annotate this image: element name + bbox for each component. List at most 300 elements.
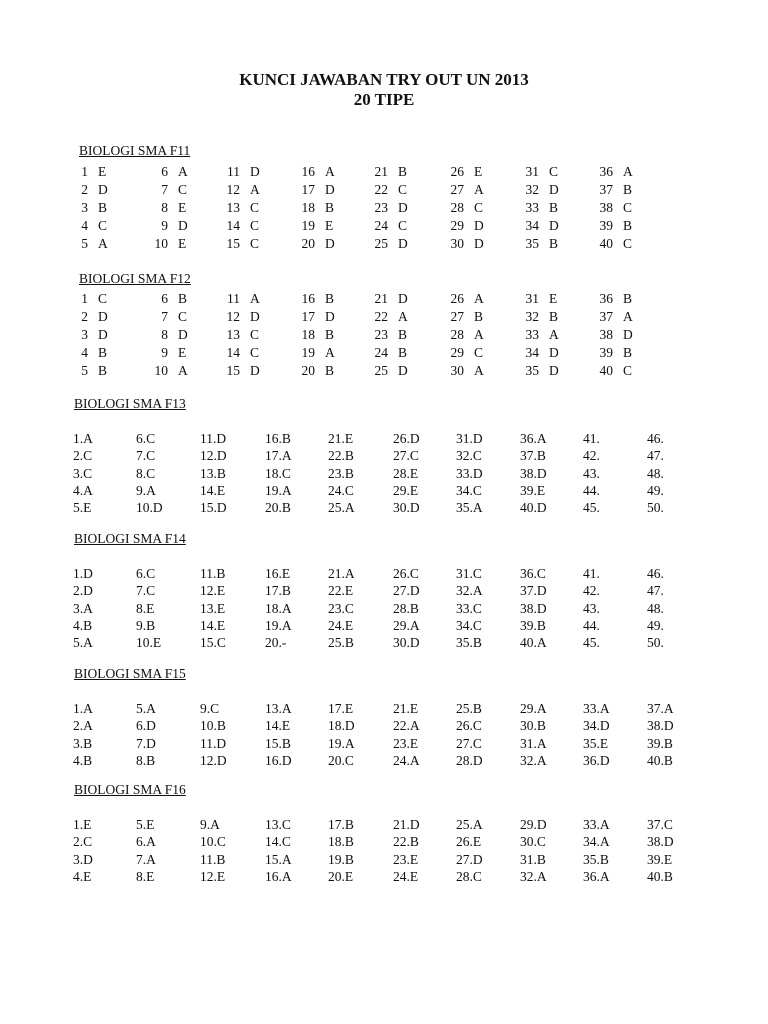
answer-letter: D: [325, 236, 335, 251]
answer-letter: C: [398, 182, 408, 197]
answer-item: 8.E: [136, 868, 155, 884]
answer-item: 24.A: [393, 752, 420, 768]
answer-item: 2.C: [73, 448, 93, 464]
answer-item: 42.: [583, 583, 600, 599]
question-number: 35: [525, 236, 539, 251]
answer-item: 9.A: [136, 482, 156, 498]
question-number: 24: [374, 218, 388, 233]
answer-item: 42.: [583, 448, 600, 464]
question-number: 27: [450, 182, 464, 197]
answer-item: 4.B: [73, 752, 93, 768]
answer-item: 46.: [647, 431, 664, 446]
answer-item: 41.: [583, 431, 600, 446]
question-number: 23: [374, 200, 388, 215]
answer-item: 6.A: [136, 834, 156, 850]
answer-item: 22.B: [393, 834, 419, 850]
answer-item: 8.E: [136, 600, 155, 616]
answer-item: 15.D: [200, 500, 227, 516]
answer-item: 32.C: [456, 448, 482, 464]
answer-letter: E: [325, 218, 334, 233]
question-number: 25: [374, 236, 388, 251]
answer-item: 31.A: [520, 735, 547, 751]
answer-letter: E: [549, 291, 558, 306]
answer-letter: D: [549, 218, 559, 233]
answer-item: 34.C: [456, 617, 482, 633]
question-number: 13: [226, 327, 240, 342]
answer-letter: A: [474, 182, 484, 197]
question-number: 37: [599, 182, 613, 197]
answer-item: 30.D: [393, 635, 420, 651]
question-number: 2: [81, 182, 88, 197]
answer-letter: E: [98, 164, 107, 179]
answer-item: 38.D: [647, 834, 674, 850]
answer-item: 24.E: [328, 617, 354, 633]
answer-letter: C: [623, 236, 633, 251]
answer-item: 41.: [583, 566, 600, 581]
answer-item: 1.D: [73, 566, 93, 581]
question-number: 26: [450, 164, 464, 179]
question-number: 20: [301, 363, 315, 378]
answer-letter: C: [178, 182, 188, 197]
question-number: 33: [525, 327, 539, 342]
answer-item: 23.E: [393, 851, 419, 867]
question-number: 37: [599, 309, 613, 324]
answer-letter: C: [474, 200, 484, 215]
answer-letter: D: [325, 309, 335, 324]
question-number: 2: [81, 309, 88, 324]
answer-item: 39.B: [647, 735, 673, 751]
answer-letter: B: [178, 291, 188, 306]
answer-item: 36.A: [583, 868, 610, 884]
answer-item: 3.D: [73, 851, 93, 867]
answer-item: 36.D: [583, 752, 610, 768]
question-number: 4: [81, 218, 88, 233]
answer-item: 6.C: [136, 566, 156, 581]
answer-letter: D: [398, 200, 408, 215]
answer-item: 14.E: [265, 718, 291, 734]
answer-item: 16.D: [265, 752, 292, 768]
answer-letter: B: [549, 236, 559, 251]
answer-letter: C: [623, 363, 633, 378]
answer-item: 14.E: [200, 617, 226, 633]
answer-item: 33.D: [456, 465, 483, 481]
question-number: 10: [154, 363, 168, 378]
answer-item: 35.B: [456, 635, 482, 651]
answer-item: 7.C: [136, 583, 156, 599]
answer-item: 19.A: [265, 482, 292, 498]
question-number: 36: [599, 164, 613, 179]
answer-item: 24.E: [393, 868, 419, 884]
question-number: 18: [301, 200, 315, 215]
answer-letter: D: [98, 182, 108, 197]
answer-item: 30.D: [393, 500, 420, 516]
question-number: 23: [374, 327, 388, 342]
question-number: 19: [301, 218, 315, 233]
answer-letter: D: [623, 327, 633, 342]
question-number: 40: [599, 363, 613, 378]
question-number: 21: [374, 291, 388, 306]
answer-item: 18.B: [328, 834, 354, 850]
answer-item: 10.E: [136, 635, 162, 651]
answer-item: 16.A: [265, 868, 292, 884]
answer-letter: D: [250, 363, 260, 378]
question-number: 36: [599, 291, 613, 306]
answer-item: 16.E: [265, 566, 291, 581]
answer-item: 1.A: [73, 701, 93, 716]
answer-letter: B: [474, 309, 484, 324]
section-title: BIOLOGI SMA F14: [74, 531, 186, 546]
answer-item: 9.A: [200, 817, 220, 832]
answer-letter: A: [98, 236, 108, 251]
answer-item: 26.C: [456, 718, 482, 734]
question-number: 14: [226, 218, 240, 233]
answer-item: 35.B: [583, 851, 609, 867]
answer-item: 7.C: [136, 448, 156, 464]
question-number: 15: [226, 363, 240, 378]
question-number: 24: [374, 345, 388, 360]
answer-item: 4.E: [73, 868, 92, 884]
answer-item: 12.D: [200, 752, 227, 768]
answer-letter: A: [549, 327, 559, 342]
answer-item: 2.C: [73, 834, 93, 850]
answer-item: 40.B: [647, 752, 673, 768]
question-number: 8: [161, 327, 168, 342]
question-number: 11: [227, 164, 240, 179]
answer-item: 22.E: [328, 583, 354, 599]
question-number: 38: [599, 200, 613, 215]
answer-item: 45.: [583, 500, 600, 516]
answer-letter: D: [250, 164, 260, 179]
answer-item: 40.B: [647, 868, 673, 884]
answer-letter: E: [178, 200, 187, 215]
answer-item: 6.C: [136, 431, 156, 446]
answer-item: 40.D: [520, 500, 547, 516]
question-number: 38: [599, 327, 613, 342]
answer-letter: B: [325, 327, 335, 342]
answer-letter: A: [178, 363, 188, 378]
question-number: 39: [599, 345, 613, 360]
question-number: 29: [450, 218, 464, 233]
question-number: 30: [450, 236, 464, 251]
answer-item: 36.C: [520, 566, 546, 581]
answer-item: 18.D: [328, 718, 355, 734]
answer-item: 21.E: [328, 431, 354, 446]
question-number: 12: [226, 309, 240, 324]
answer-item: 13.A: [265, 701, 292, 716]
answer-letter: A: [325, 164, 335, 179]
question-number: 31: [525, 291, 539, 306]
answer-letter: E: [474, 164, 483, 179]
answer-item: 9.B: [136, 617, 156, 633]
document-title: KUNCI JAWABAN TRY OUT UN 2013: [239, 70, 529, 89]
answer-letter: B: [325, 291, 335, 306]
answer-item: 13.C: [265, 817, 291, 832]
answer-letter: A: [474, 327, 484, 342]
answer-item: 34.A: [583, 834, 610, 850]
question-number: 35: [525, 363, 539, 378]
question-number: 9: [161, 218, 168, 233]
answer-item: 38.D: [520, 600, 547, 616]
answer-item: 1.A: [73, 431, 93, 446]
answer-item: 13.E: [200, 600, 226, 616]
answer-item: 28.C: [456, 868, 482, 884]
question-number: 22: [374, 182, 388, 197]
answer-item: 27.C: [456, 735, 482, 751]
answer-item: 6.D: [136, 718, 156, 734]
answer-item: 26.E: [456, 834, 482, 850]
question-number: 30: [450, 363, 464, 378]
answer-letter: D: [98, 309, 108, 324]
answer-letter: B: [549, 309, 559, 324]
question-number: 17: [301, 182, 315, 197]
answer-letter: A: [623, 164, 633, 179]
answer-item: 37.D: [520, 583, 547, 599]
answer-letter: D: [98, 327, 108, 342]
answer-letter: C: [98, 218, 108, 233]
answer-item: 47.: [647, 448, 664, 464]
answer-item: 14.E: [200, 482, 226, 498]
answer-item: 5.E: [136, 817, 155, 832]
answer-letter: B: [98, 363, 108, 378]
answer-item: 5.E: [73, 500, 92, 516]
answer-item: 3.A: [73, 600, 93, 616]
section-title: BIOLOGI SMA F12: [79, 271, 191, 286]
answer-item: 31.D: [456, 431, 483, 446]
answer-item: 21.D: [393, 817, 420, 832]
answer-item: 8.C: [136, 465, 156, 481]
answer-letter: B: [325, 200, 335, 215]
question-number: 21: [374, 164, 388, 179]
answer-letter: D: [549, 363, 559, 378]
answer-item: 28.E: [393, 465, 419, 481]
answer-letter: A: [178, 164, 188, 179]
question-number: 4: [81, 345, 88, 360]
answer-item: 5.A: [73, 635, 93, 651]
answer-letter: D: [474, 236, 484, 251]
answer-item: 9.C: [200, 701, 220, 716]
answer-item: 5.A: [136, 701, 156, 716]
answer-item: 49.: [647, 482, 664, 498]
answer-letter: D: [325, 182, 335, 197]
answer-item: 15.C: [200, 635, 226, 651]
answer-item: 4.A: [73, 482, 93, 498]
answer-item: 25.A: [328, 500, 355, 516]
answer-letter: C: [250, 236, 260, 251]
question-number: 28: [450, 327, 464, 342]
answer-item: 35.E: [583, 735, 609, 751]
answer-item: 29.A: [393, 617, 420, 633]
answer-item: 20.C: [328, 752, 354, 768]
answer-item: 22.A: [393, 718, 420, 734]
question-number: 7: [161, 309, 168, 324]
answer-letter: D: [549, 182, 559, 197]
answer-letter: B: [398, 345, 408, 360]
question-number: 15: [226, 236, 240, 251]
answer-letter: A: [250, 182, 260, 197]
answer-letter: B: [623, 218, 633, 233]
answer-letter: C: [474, 345, 484, 360]
answer-letter: C: [398, 218, 408, 233]
answer-item: 21.E: [393, 701, 419, 716]
question-number: 16: [301, 164, 315, 179]
answer-letter: D: [398, 236, 408, 251]
question-number: 6: [161, 164, 168, 179]
answer-letter: A: [623, 309, 633, 324]
answer-letter: D: [398, 363, 408, 378]
answer-item: 27.C: [393, 448, 419, 464]
answer-item: 43.: [583, 600, 600, 616]
answer-item: 10.C: [200, 834, 226, 850]
answer-item: 29.E: [393, 482, 419, 498]
question-number: 32: [525, 309, 539, 324]
answer-letter: C: [98, 291, 108, 306]
answer-item: 39.B: [520, 617, 546, 633]
answer-item: 47.: [647, 583, 664, 599]
answer-item: 39.E: [647, 851, 673, 867]
question-number: 25: [374, 363, 388, 378]
answer-item: 17.E: [328, 701, 354, 716]
answer-letter: D: [178, 327, 188, 342]
answer-item: 15.A: [265, 851, 292, 867]
question-number: 14: [226, 345, 240, 360]
answer-item: 29.D: [520, 817, 547, 832]
answer-item: 21.A: [328, 566, 355, 581]
question-number: 34: [525, 218, 539, 233]
answer-item: 24.C: [328, 482, 354, 498]
answer-letter: C: [250, 200, 260, 215]
answer-item: 11.D: [200, 735, 227, 751]
answer-letter: B: [98, 200, 108, 215]
answer-letter: D: [250, 309, 260, 324]
answer-item: 31.C: [456, 566, 482, 581]
question-number: 13: [226, 200, 240, 215]
question-number: 33: [525, 200, 539, 215]
question-number: 17: [301, 309, 315, 324]
answer-item: 38.D: [647, 718, 674, 734]
answer-item: 49.: [647, 617, 664, 633]
answer-item: 10.D: [136, 500, 163, 516]
answer-item: 8.B: [136, 752, 156, 768]
question-number: 32: [525, 182, 539, 197]
answer-letter: C: [250, 327, 260, 342]
answer-item: 46.: [647, 566, 664, 581]
question-number: 5: [81, 363, 88, 378]
section-title: BIOLOGI SMA F16: [74, 782, 186, 797]
answer-item: 19.A: [265, 617, 292, 633]
answer-item: 14.C: [265, 834, 291, 850]
answer-item: 19.B: [328, 851, 354, 867]
answer-letter: D: [178, 218, 188, 233]
answer-item: 32.A: [520, 868, 547, 884]
answer-item: 23.B: [328, 465, 354, 481]
answer-item: 38.D: [520, 465, 547, 481]
question-number: 1: [81, 164, 88, 179]
answer-item: 17.A: [265, 448, 292, 464]
answer-item: 18.A: [265, 600, 292, 616]
answer-item: 3.C: [73, 465, 93, 481]
answer-item: 25.B: [328, 635, 354, 651]
question-number: 8: [161, 200, 168, 215]
answer-letter: D: [549, 345, 559, 360]
question-number: 11: [227, 291, 240, 306]
answer-item: 20.-: [265, 635, 287, 651]
answer-item: 17.B: [328, 817, 354, 832]
question-number: 40: [599, 236, 613, 251]
answer-item: 18.C: [265, 465, 291, 481]
answer-item: 23.C: [328, 600, 354, 616]
question-number: 6: [161, 291, 168, 306]
answer-letter: C: [250, 345, 260, 360]
section-title: BIOLOGI SMA F15: [74, 666, 186, 681]
question-number: 10: [154, 236, 168, 251]
question-number: 12: [226, 182, 240, 197]
answer-item: 13.B: [200, 465, 226, 481]
answer-letter: C: [549, 164, 559, 179]
answer-item: 33.A: [583, 817, 610, 832]
answer-item: 48.: [647, 600, 664, 616]
answer-item: 3.B: [73, 735, 93, 751]
question-number: 22: [374, 309, 388, 324]
answer-letter: B: [398, 327, 408, 342]
answer-letter: A: [325, 345, 335, 360]
answer-item: 16.B: [265, 431, 291, 446]
answer-item: 35.A: [456, 500, 483, 516]
answer-letter: A: [398, 309, 408, 324]
answer-item: 30.B: [520, 718, 546, 734]
question-number: 20: [301, 236, 315, 251]
question-number: 27: [450, 309, 464, 324]
answer-item: 25.A: [456, 817, 483, 832]
question-number: 3: [81, 200, 88, 215]
answer-item: 50.: [647, 635, 664, 651]
answer-item: 45.: [583, 635, 600, 651]
answer-item: 36.A: [520, 431, 547, 446]
question-number: 26: [450, 291, 464, 306]
section-title: BIOLOGI SMA F11: [79, 143, 191, 158]
answer-letter: B: [623, 182, 633, 197]
answer-letter: B: [398, 164, 408, 179]
answer-letter: A: [250, 291, 260, 306]
answer-item: 40.A: [520, 635, 547, 651]
answer-item: 19.A: [328, 735, 355, 751]
answer-item: 33.A: [583, 701, 610, 716]
answer-item: 37.B: [520, 448, 546, 464]
answer-letter: C: [178, 309, 188, 324]
answer-item: 34.D: [583, 718, 610, 734]
answer-item: 27.D: [456, 851, 483, 867]
answer-letter: D: [474, 218, 484, 233]
answer-item: 25.B: [456, 701, 482, 716]
question-number: 5: [81, 236, 88, 251]
answer-item: 11.B: [200, 566, 226, 581]
answer-item: 44.: [583, 617, 600, 633]
answer-item: 32.A: [456, 583, 483, 599]
answer-item: 17.B: [265, 583, 291, 599]
answer-item: 10.B: [200, 718, 226, 734]
question-number: 7: [161, 182, 168, 197]
question-number: 19: [301, 345, 315, 360]
question-number: 34: [525, 345, 539, 360]
question-number: 3: [81, 327, 88, 342]
answer-letter: B: [98, 345, 108, 360]
answer-item: 7.A: [136, 851, 156, 867]
answer-letter: D: [398, 291, 408, 306]
answer-item: 29.A: [520, 701, 547, 716]
answer-item: 12.E: [200, 868, 226, 884]
question-number: 1: [81, 291, 88, 306]
answer-item: 12.D: [200, 448, 227, 464]
answer-item: 12.E: [200, 583, 226, 599]
